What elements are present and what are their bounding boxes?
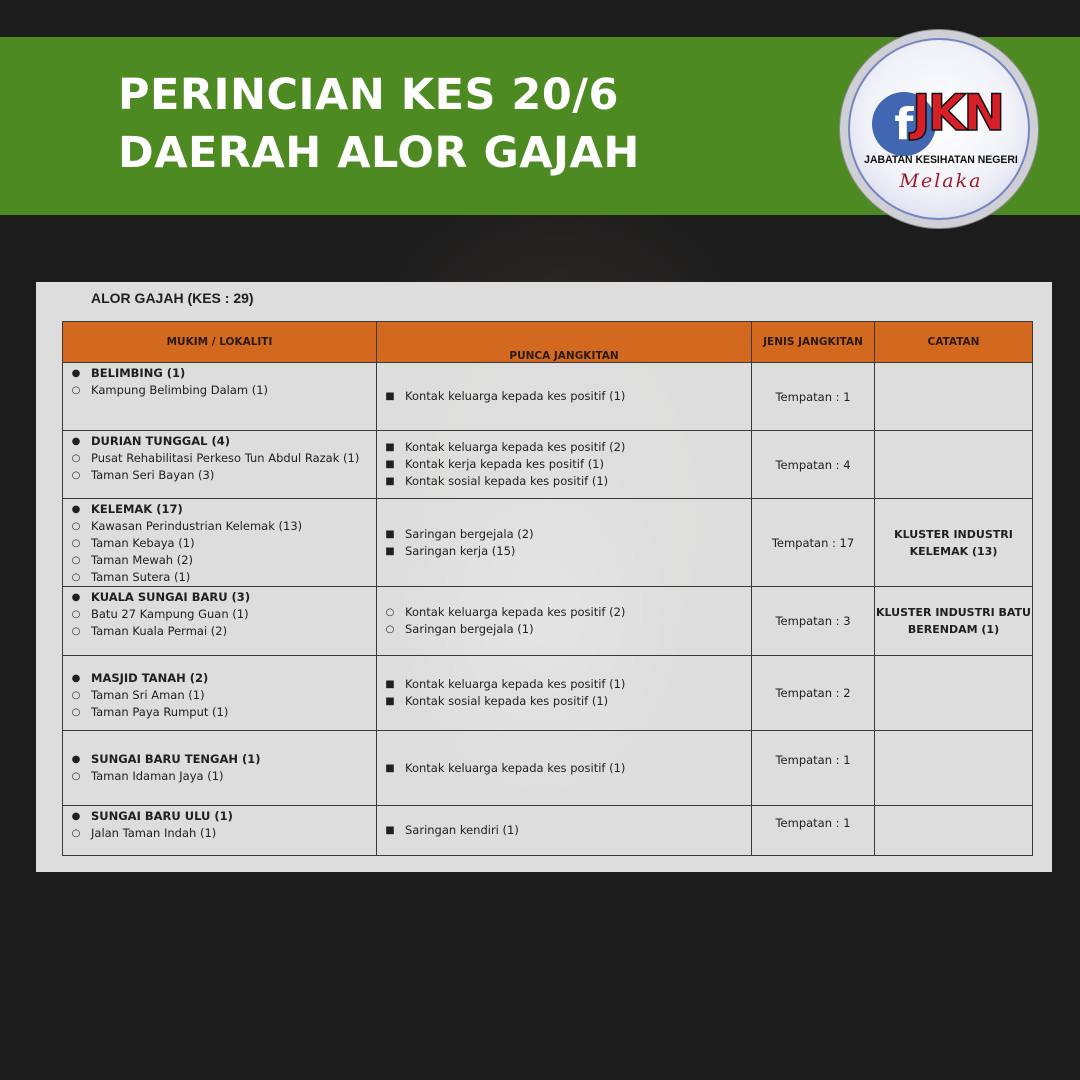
mukim-cell (63, 431, 377, 499)
locality-item (69, 467, 376, 484)
circle-bullet-icon: ○ (71, 385, 81, 396)
circle-bullet-icon: ○ (71, 771, 81, 782)
source-item (383, 693, 751, 710)
locality-label: Taman Kuala Permai (2) (91, 624, 228, 638)
bullet-icon: ● (71, 592, 81, 603)
case-table (62, 321, 1033, 856)
cluster-note: KLUSTER INDUSTRI BATU BERENDAM (1) (876, 606, 1031, 636)
mukim-name (69, 365, 376, 382)
source-label: Kontak keluarga kepada kes positif (1) (405, 760, 626, 775)
table-body (63, 363, 1033, 856)
table-row (63, 656, 1033, 731)
note-cell (875, 806, 1033, 856)
infection-type-cell (752, 499, 875, 587)
infection-type: Tempatan : 3 (775, 614, 851, 628)
source-item (383, 676, 751, 693)
source-item (383, 604, 751, 621)
note-cell (875, 363, 1033, 431)
mukim-cell (63, 587, 377, 656)
source-cell (377, 731, 752, 806)
mukim-cell (63, 499, 377, 587)
square-bullet-icon: ■ (385, 762, 395, 774)
table-row (63, 806, 1033, 856)
square-bullet-icon: ■ (385, 528, 395, 540)
mukim-label: DURIAN TUNGGAL (4) (91, 434, 230, 448)
square-bullet-icon: ■ (385, 391, 395, 402)
circle-bullet-icon: ○ (71, 470, 81, 481)
circle-bullet-icon: ○ (71, 626, 81, 637)
source-item (383, 388, 751, 405)
locality-label: Taman Paya Rumput (1) (91, 705, 229, 719)
note-cell (875, 587, 1033, 656)
source-label: Kontak keluarga kepada kes positif (2) (405, 440, 626, 454)
locality-item (69, 569, 376, 586)
circle-bullet-icon: ○ (71, 690, 81, 701)
mukim-name (69, 808, 376, 825)
cluster-note: KLUSTER INDUSTRI KELEMAK (13) (894, 527, 1013, 558)
source-label: Kontak sosial kepada kes positif (1) (405, 694, 609, 708)
square-bullet-icon: ■ (385, 476, 395, 487)
infection-type-cell (752, 806, 875, 856)
locality-label: Taman Kebaya (1) (91, 536, 195, 550)
source-label: Kontak sosial kepada kes positif (1) (405, 474, 609, 488)
column-header-jenis: JENIS JANGKITAN (752, 322, 875, 363)
locality-label: Taman Mewah (2) (91, 553, 194, 567)
infection-type-cell (752, 431, 875, 499)
locality-label: Kampung Belimbing Dalam (1) (91, 383, 269, 397)
circle-bullet-icon: ○ (71, 555, 81, 566)
logo-brand: JKN (912, 84, 1003, 142)
note-cell (875, 731, 1033, 806)
source-label: Saringan kendiri (1) (405, 823, 519, 837)
column-header-catatan: CATATAN (875, 322, 1033, 363)
square-bullet-icon: ■ (385, 545, 395, 557)
source-item (383, 621, 751, 638)
source-cell (377, 806, 752, 856)
square-bullet-icon: ■ (385, 442, 395, 453)
source-label: Saringan bergejala (1) (405, 622, 534, 636)
locality-item (69, 518, 376, 535)
infection-type: Tempatan : 2 (775, 686, 851, 700)
source-label: Kontak kerja kepada kes positif (1) (405, 457, 604, 471)
source-label: Kontak keluarga kepada kes positif (1) (405, 677, 626, 691)
mukim-name (69, 589, 376, 606)
page-title (118, 66, 640, 182)
mukim-label: KELEMAK (17) (91, 502, 183, 516)
mukim-label: BELIMBING (1) (91, 366, 186, 380)
locality-label: Jalan Taman Indah (1) (91, 826, 217, 840)
infection-type-cell (752, 587, 875, 656)
mukim-cell (63, 731, 377, 806)
circle-bullet-icon: ○ (71, 572, 81, 583)
source-item (383, 760, 751, 777)
locality-item (69, 623, 376, 640)
source-item (383, 543, 751, 560)
circle-bullet-icon: ○ (71, 521, 81, 532)
source-item (383, 526, 751, 543)
circle-bullet-icon: ○ (71, 453, 81, 464)
infection-type: Tempatan : 4 (775, 457, 851, 472)
mukim-cell (63, 363, 377, 431)
mukim-name (69, 433, 376, 450)
infection-type-cell (752, 731, 875, 806)
bullet-icon: ● (71, 673, 81, 684)
table-row (63, 587, 1033, 656)
square-bullet-icon: ■ (385, 679, 395, 690)
circle-bullet-icon: ○ (71, 538, 81, 549)
bullet-icon: ● (71, 436, 81, 447)
mukim-name (69, 670, 376, 687)
locality-label: Taman Sri Aman (1) (91, 688, 205, 702)
source-label: Saringan kerja (15) (405, 543, 516, 558)
source-label: Kontak keluarga kepada kes positif (1) (405, 389, 626, 403)
circle-bullet-icon: ○ (71, 609, 81, 620)
mukim-label: SUNGAI BARU ULU (1) (91, 809, 233, 823)
infection-type: Tempatan : 1 (775, 753, 851, 767)
column-header-mukim: MUKIM / LOKALITI (63, 322, 377, 363)
bullet-icon: ● (71, 811, 81, 822)
document-title: ALOR GAJAH (KES : 29) (91, 290, 254, 306)
source-item (383, 439, 751, 456)
circle-bullet-icon: ○ (385, 607, 395, 618)
table-row (63, 731, 1033, 806)
case-document (36, 282, 1052, 872)
mukim-cell (63, 656, 377, 731)
mukim-label: KUALA SUNGAI BARU (3) (91, 590, 251, 604)
column-header-punca: PUNCA JANGKITAN (377, 322, 752, 363)
mukim-label: SUNGAI BARU TENGAH (1) (91, 752, 261, 766)
source-cell (377, 587, 752, 656)
locality-item (69, 606, 376, 623)
infection-type-cell (752, 363, 875, 431)
square-bullet-icon: ■ (385, 459, 395, 470)
locality-label: Taman Seri Bayan (3) (91, 468, 215, 482)
bullet-icon: ● (71, 504, 81, 515)
locality-item (69, 704, 376, 721)
jkn-melaka-logo (840, 30, 1038, 228)
locality-label: Pusat Rehabilitasi Perkeso Tun Abdul Razak (1) (91, 451, 360, 465)
square-bullet-icon: ■ (385, 825, 395, 836)
locality-label: Taman Idaman Jaya (1) (91, 769, 224, 783)
table-row (63, 431, 1033, 499)
title-line-2: DAERAH ALOR GAJAH (118, 128, 640, 178)
locality-item (69, 450, 376, 467)
source-cell (377, 431, 752, 499)
bullet-icon: ● (71, 754, 81, 765)
locality-item (69, 535, 376, 552)
locality-label: Taman Sutera (1) (91, 570, 191, 584)
title-line-1: PERINCIAN KES 20/6 (118, 70, 619, 120)
facebook-icon: f (872, 92, 936, 156)
circle-bullet-icon: ○ (71, 707, 81, 718)
mukim-name (69, 751, 376, 768)
mukim-name (69, 501, 376, 518)
source-label: Kontak keluarga kepada kes positif (2) (405, 605, 626, 619)
source-cell (377, 363, 752, 431)
note-cell (875, 656, 1033, 731)
note-cell (875, 499, 1033, 587)
source-item (383, 822, 751, 839)
source-item (383, 473, 751, 490)
locality-item (69, 768, 376, 785)
table-header-row (63, 322, 1033, 363)
locality-item (69, 552, 376, 569)
locality-label: Kawasan Perindustrian Kelemak (13) (91, 519, 303, 533)
infection-type: Tempatan : 1 (775, 389, 851, 404)
locality-item (69, 382, 376, 399)
source-cell (377, 656, 752, 731)
bullet-icon: ● (71, 368, 81, 379)
locality-item (69, 687, 376, 704)
square-bullet-icon: ■ (385, 696, 395, 707)
source-item (383, 456, 751, 473)
table-row (63, 499, 1033, 587)
source-label: Saringan bergejala (2) (405, 526, 534, 541)
logo-script: Melaka (899, 170, 983, 192)
circle-bullet-icon: ○ (71, 828, 81, 839)
logo-badge (848, 38, 1030, 220)
logo-subtitle: JABATAN KESIHATAN NEGERI (864, 154, 1018, 166)
circle-bullet-icon: ○ (385, 624, 395, 635)
table-row (63, 363, 1033, 431)
locality-item (69, 825, 376, 842)
mukim-label: MASJID TANAH (2) (91, 671, 209, 685)
mukim-cell (63, 806, 377, 856)
infection-type: Tempatan : 1 (775, 816, 851, 830)
note-cell (875, 431, 1033, 499)
infection-type-cell (752, 656, 875, 731)
locality-label: Batu 27 Kampung Guan (1) (91, 607, 249, 621)
infection-type: Tempatan : 17 (771, 535, 855, 550)
source-cell (377, 499, 752, 587)
